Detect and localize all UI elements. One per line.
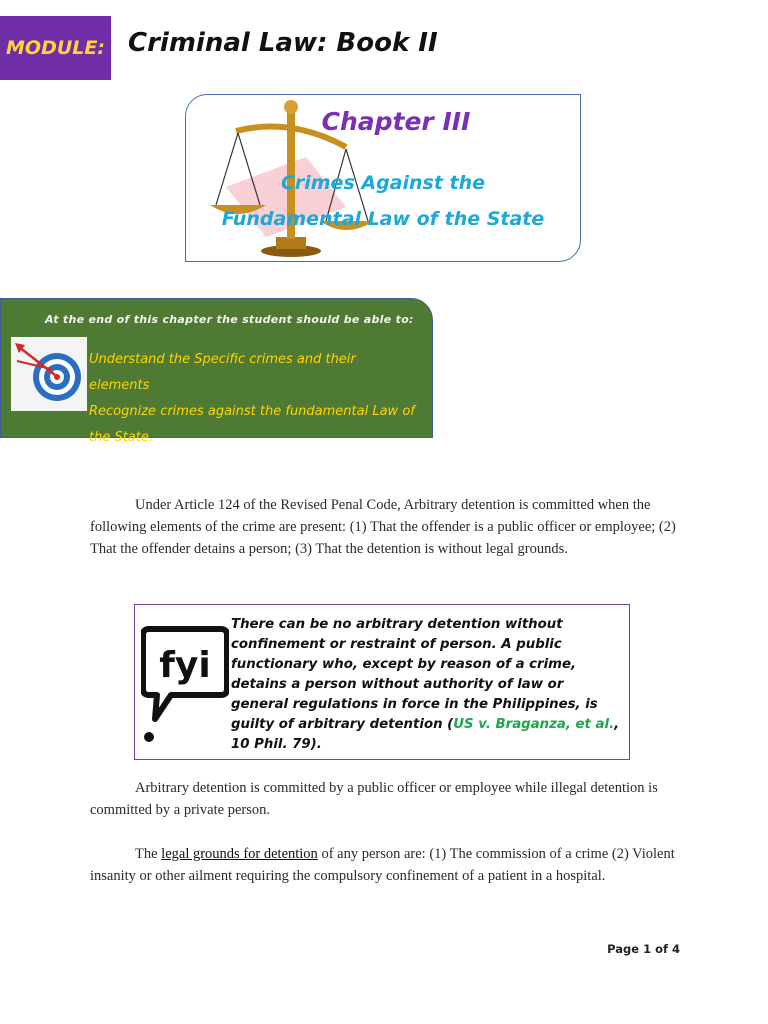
body-paragraph-text: Arbitrary detention is committed by a public officer or employee while illegal detention is committed by a private person. (90, 780, 658, 818)
module-title: Criminal Law: Book II (128, 28, 438, 58)
body-paragraph-suffix: of any person are: (1) The commission of a crime (2) Violent insanity or other ailment requiring the compulsory confinement of a patient in a hospital. (90, 846, 675, 884)
objective-item: Recognize crimes against the fundamental Law of the State. (89, 404, 415, 445)
fyi-body: There can be no arbitrary detention without confinement or restraint of person. A public functionary who, except by reason of a crime, detains a person without authority of law or general regulations in force in the Philippines, is guilty of arbitrary detention ( (231, 617, 598, 732)
case-name: US v. Braganza, et al. (453, 717, 615, 732)
body-paragraph (90, 843, 680, 887)
fyi-speech-bubble-icon (141, 623, 229, 743)
fyi-icon-text: fyi (159, 645, 211, 686)
case-citation: , 10 Phil. 79). (231, 717, 620, 752)
module-label: MODULE: (0, 16, 111, 80)
target-icon (11, 337, 87, 411)
objectives-heading: At the end of this chapter the student should be able to: (45, 313, 414, 326)
body-paragraph (90, 777, 680, 821)
objectives-panel (0, 298, 433, 445)
body-paragraph (90, 494, 680, 560)
body-paragraph-text: Under Article 124 of the Revised Penal Code, Arbitrary detention is committed when the following elements of the crime are present: (1) That the offender is a public officer or employee; (2) That the offender detains a person; (3) That the detention is without legal grounds. (90, 497, 676, 557)
legal-grounds-term: legal grounds for detention (161, 846, 318, 862)
objectives-list (89, 347, 419, 451)
fyi-text (231, 615, 621, 755)
chapter-title-line-1: Crimes Against the (280, 172, 486, 194)
chapter-number: Chapter III (321, 107, 471, 136)
body-paragraph-prefix: The (135, 846, 162, 862)
chapter-title-line-2: Fundamental Law of the State (221, 208, 545, 230)
chapter-banner (185, 94, 581, 262)
fyi-callout (134, 604, 630, 760)
page-number: Page 1 of 4 (607, 942, 680, 956)
chapter-title (196, 165, 570, 237)
objective-item: Understand the Specific crimes and their elements (89, 352, 356, 393)
